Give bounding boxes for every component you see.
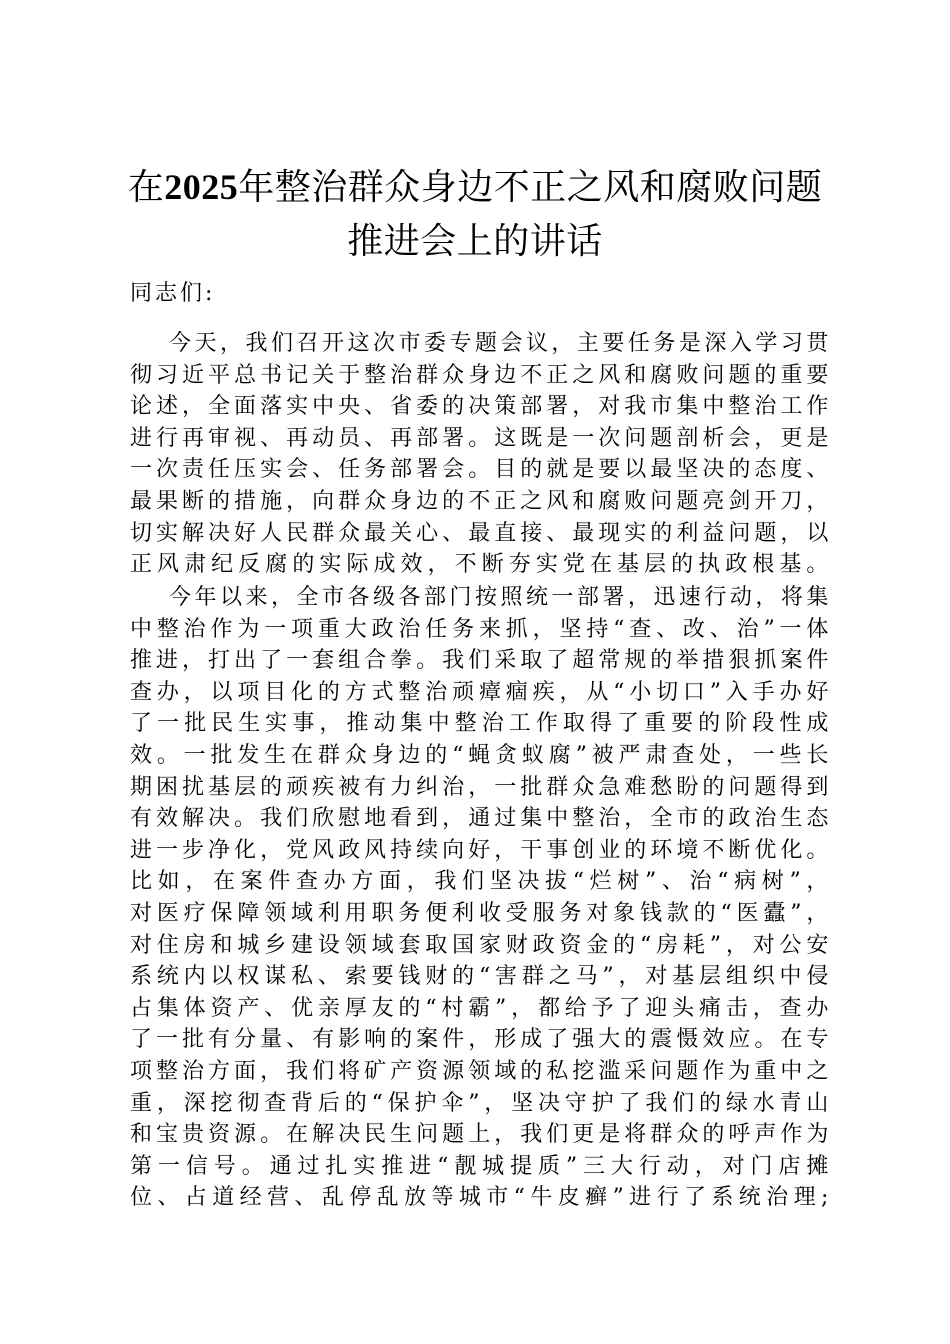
paragraph-line: 今天，我们召开这次市委专题会议，主要任务是深入学习贯: [169, 331, 830, 356]
title-year: 2025: [164, 167, 239, 207]
paragraph-line: 占集体资产、优亲厚友的“村霸”，都给予了迎头痛击，查办: [130, 995, 830, 1021]
paragraph-line: 系统内以权谋私、索要钱财的“害群之马”，对基层组织中侵: [130, 964, 830, 990]
paragraph-line: 效。一批发生在群众身边的“蝇贪蚁腐”被严肃查处，一些长: [130, 742, 830, 768]
paragraph-line: 中整治作为一项重大政治任务来抓，坚持“查、改、治”一体: [130, 616, 830, 642]
paragraph-line: 进一步净化，党风政风持续向好，干事创业的环境不断优化。: [130, 837, 830, 863]
paragraph-line: 切实解决好人民群众最关心、最直接、最现实的利益问题，以: [130, 520, 830, 546]
salutation: 同志们:: [130, 281, 216, 306]
paragraph-line: 彻习近平总书记关于整治群众身边不正之风和腐败问题的重要: [130, 362, 830, 388]
paragraph-line: 推进，打出了一套组合拳。我们采取了超常规的举措狠抓案件: [130, 648, 830, 674]
title-text: 年整治群众身边不正之风和腐败问题: [238, 167, 823, 208]
title-line-2: 推进会上的讲话: [347, 221, 603, 262]
paragraph-line: 了一批有分量、有影响的案件，形成了强大的震慑效应。在专: [130, 1027, 830, 1053]
paragraph-line: 比如，在案件查办方面，我们坚决拔“烂树”、治“病树”，: [130, 869, 830, 895]
paragraph-line: 了一批民生实事，推动集中整治工作取得了重要的阶段性成: [130, 711, 830, 737]
title-line-1: [100, 160, 850, 215]
paragraph-line: 今年以来，全市各级各部门按照统一部署，迅速行动，将集: [169, 585, 830, 610]
paragraph-line: 期困扰基层的顽疾被有力纠治，一批群众急难愁盼的问题得到: [130, 774, 830, 800]
paragraph-line: 项整治方面，我们将矿产资源领域的私挖滥采问题作为重中之: [130, 1058, 830, 1084]
paragraph-line: 对医疗保障领域利用职务便利收受服务对象钱款的“医蠹”，: [130, 900, 830, 926]
paragraph-line: 有效解决。我们欣慰地看到，通过集中整治，全市的政治生态: [130, 806, 830, 832]
paragraph-line: 论述，全面落实中央、省委的决策部署，对我市集中整治工作: [130, 394, 830, 420]
paragraph-line: 位、占道经营、乱停乱放等城市“牛皮癣”进行了系统治理;: [130, 1185, 830, 1211]
paragraph-line: 进行再审视、再动员、再部署。这既是一次问题剖析会，更是: [130, 425, 830, 451]
paragraph-line: 最果断的措施，向群众身边的不正之风和腐败问题亮剑开刀，: [130, 488, 830, 514]
paragraph-line: 一次责任压实会、任务部署会。目的就是要以最坚决的态度、: [130, 457, 830, 483]
paragraph-line: 重，深挖彻查背后的“保护伞”，坚决守护了我们的绿水青山: [130, 1090, 830, 1116]
title-text: 在: [127, 167, 165, 208]
paragraph-line: 和宝贵资源。在解决民生问题上，我们更是将群众的呼声作为: [130, 1122, 830, 1148]
document-title: [100, 160, 850, 269]
paragraph-1: [130, 328, 830, 581]
paragraph-2: [130, 582, 830, 1214]
paragraph-line: 对住房和城乡建设领域套取国家财政资金的“房耗”，对公安: [130, 932, 830, 958]
paragraph-line: 正风肃纪反腐的实际成效，不断夯实党在基层的执政根基。: [130, 552, 830, 578]
paragraph-line: 第一信号。通过扎实推进“靓城提质”三大行动，对门店摊: [130, 1153, 830, 1179]
paragraph-line: 查办，以项目化的方式整治顽瘴痼疾，从“小切口”入手办好: [130, 679, 830, 705]
